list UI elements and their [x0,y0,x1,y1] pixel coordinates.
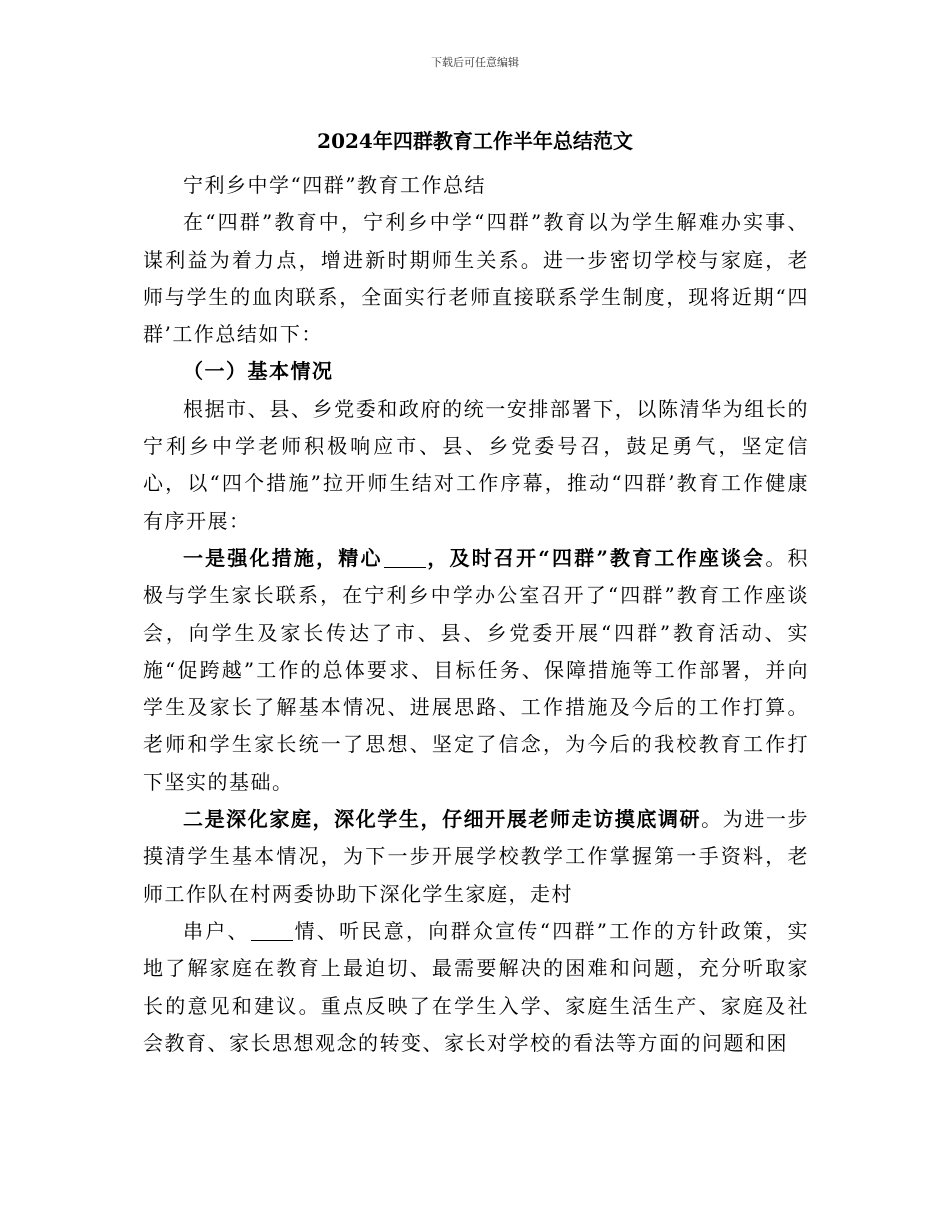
point-one-lead-end: ，及时召开“四群”教育工作座谈会 [426,545,766,570]
blank-underline [384,547,426,568]
document-title: 2024年四群教育工作半年总结范文 [317,129,633,153]
continuation-end: 情、听民意，向群众宣传“四群”工作的方针政策，实地了解家庭在教育上最迫切、最需要解决的困难和问题，充分听取家长的意见和建议。重点反映了在学生入学、家庭生活生产、家庭及社会教育、家长思想观念的转变、家长对学校的看法等方面的问题和困 [143,918,810,1055]
point-one-lead-start: 一是强化措施，精心 [183,545,383,570]
paragraph-continuation [143,913,809,1062]
paragraph-point-one [143,540,809,801]
page-header-note: 下载后可任意编辑 [431,56,519,69]
document-body [143,167,809,1062]
document-subtitle: 宁利乡中学“四群”教育工作总结 [183,173,486,197]
continuation-start: 串户、 [183,918,250,943]
point-two-body: 。为进一步摸清学生基本情况，为下一步开展学校教学工作掌握第一手资料，老师工作队在村两委协助下深化学生家庭，走村 [143,807,810,906]
paragraph-point-two [143,801,809,913]
point-two-lead: 二是深化家庭，深化学生，仔细开展老师走访摸底调研 [183,807,702,832]
point-one-body: 。积极与学生家长联系，在宁利乡中学办公室召开了“四群”教育工作座谈会，向学生及家长传达了市、县、乡党委开展“四群”教育活动、实施“促跨越”工作的总体要求、目标任务、保障措施等工作部署，并向学生及家长了解基本情况、进展思路、工作措施及今后的工作打算。老师和学生家长统一了思想、坚定了信念，为今后的我校教育工作打下坚实的基础。 [143,545,810,794]
blank-underline [251,920,293,941]
section-paragraph-basic-situation: 根据市、县、乡党委和政府的统一安排部署下，以陈清华为组长的宁利乡中学老师积极响应市、县、乡党委号召，鼓足勇气，坚定信心，以“四个措施”拉开师生结对工作序幕，推动“四群’教育工作健康有序开展： [143,396,809,533]
intro-paragraph: 在“四群”教育中，宁利乡中学“四群”教育以为学生解难办实事、谋利益为着力点，增进新时期师生关系。进一步密切学校与家庭，老师与学生的血肉联系，全面实行老师直接联系学生制度，现将近期“四群’工作总结如下： [143,210,809,347]
section-heading-basic-situation: （一）基本情况 [183,359,334,384]
